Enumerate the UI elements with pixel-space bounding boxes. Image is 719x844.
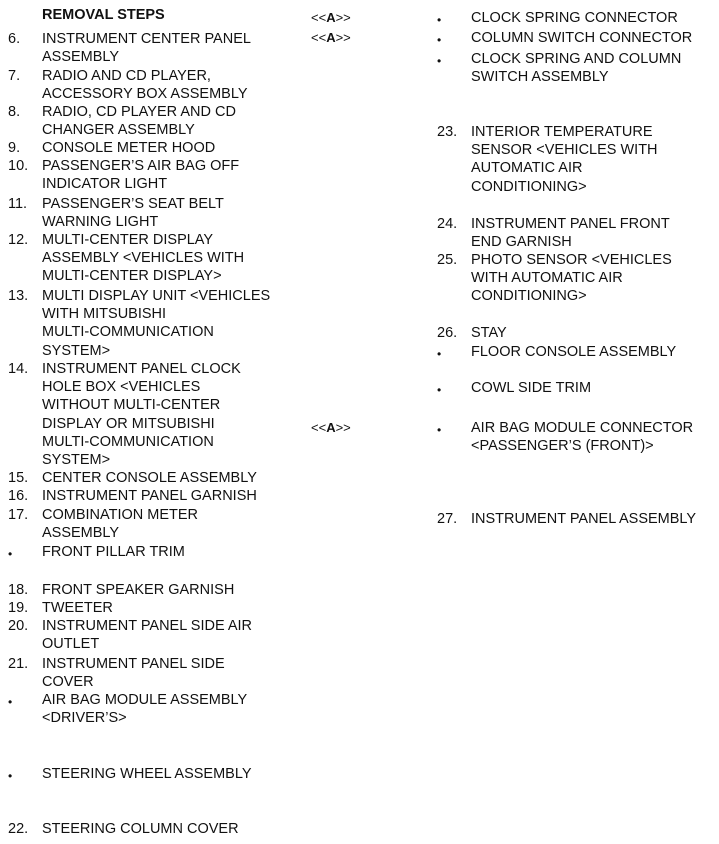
step-number: 14. xyxy=(8,361,29,377)
step-number: 18. xyxy=(8,582,29,598)
step-number: 17. xyxy=(8,507,29,523)
step-text-line: ASSEMBLY <VEHICLES WITH xyxy=(42,250,245,267)
step-number: 7. xyxy=(8,68,21,84)
step-text-line: WARNING LIGHT xyxy=(42,214,159,231)
step-text-line: INSTRUMENT PANEL SIDE xyxy=(42,656,225,672)
step-number: 12. xyxy=(8,232,29,248)
step-text-line: END GARNISH xyxy=(471,234,572,251)
step-text-line: SYSTEM> xyxy=(42,452,111,468)
step-text-line: MULTI-COMMUNICATION xyxy=(42,433,214,450)
step-text-line: CENTER CONSOLE ASSEMBLY xyxy=(42,470,257,486)
step-text-line: RADIO, CD PLAYER AND CD xyxy=(42,104,236,120)
step-text-line: AIR BAG MODULE ASSEMBLY xyxy=(42,692,248,708)
step-text-line: MULTI DISPLAY UNIT <VEHICLES xyxy=(42,288,271,304)
step-text-line: STEERING WHEEL ASSEMBLY xyxy=(42,766,252,782)
bullet-icon: • xyxy=(8,769,13,783)
step-text-line: COLUMN SWITCH CONNECTOR xyxy=(471,30,693,46)
bullet-icon: • xyxy=(8,695,13,709)
step-number: 26. xyxy=(437,325,458,341)
step-text-line: CLOCK SPRING AND COLUMN xyxy=(471,51,682,67)
step-text-line: INSTRUMENT PANEL ASSEMBLY xyxy=(471,511,697,527)
step-number: 24. xyxy=(437,216,458,232)
step-number: 11. xyxy=(8,196,28,212)
step-text-line: INSTRUMENT CENTER PANEL xyxy=(42,31,251,47)
step-number: 13. xyxy=(8,288,29,304)
bullet-icon: • xyxy=(437,347,442,361)
step-text-line: PASSENGER’S AIR BAG OFF xyxy=(42,158,240,174)
step-text-line: STAY xyxy=(471,325,507,341)
step-text-line: INDICATOR LIGHT xyxy=(42,176,168,193)
step-text-line: COWL SIDE TRIM xyxy=(471,380,592,396)
step-number: 20. xyxy=(8,618,29,634)
bullet-icon: • xyxy=(437,33,442,47)
step-text-line: HOLE BOX <VEHICLES xyxy=(42,379,201,396)
step-text-line: SWITCH ASSEMBLY xyxy=(471,69,609,86)
step-text-line: RADIO AND CD PLAYER, xyxy=(42,68,211,84)
step-text-line: FLOOR CONSOLE ASSEMBLY xyxy=(471,344,677,360)
bullet-icon: • xyxy=(8,547,13,561)
step-text-line: COVER xyxy=(42,674,94,691)
step-number: 22. xyxy=(8,821,29,837)
step-text-line: ASSEMBLY xyxy=(42,49,120,66)
step-text-line: CONDITIONING> xyxy=(471,178,587,195)
step-text-line: INSTRUMENT PANEL SIDE AIR xyxy=(42,618,253,634)
step-text-line: STEERING COLUMN COVER xyxy=(42,821,239,837)
step-number: 25. xyxy=(437,252,458,268)
step-text-line: TWEETER xyxy=(42,600,113,616)
step-text-line: CONSOLE METER HOOD xyxy=(42,140,216,156)
step-text-line: MULTI-CENTER DISPLAY xyxy=(42,232,214,248)
step-text-line: CLOCK SPRING CONNECTOR xyxy=(471,10,678,26)
removal-steps-heading: REMOVAL STEPS xyxy=(42,7,165,23)
step-text-line: WITH MITSUBISHI xyxy=(42,306,167,323)
step-text-line: ACCESSORY BOX ASSEMBLY xyxy=(42,86,248,103)
step-text-line: INSTRUMENT PANEL GARNISH xyxy=(42,488,257,504)
step-text-line: FRONT SPEAKER GARNISH xyxy=(42,582,235,598)
step-text-line: PHOTO SENSOR <VEHICLES xyxy=(471,252,672,268)
step-text-line: FRONT PILLAR TRIM xyxy=(42,544,185,560)
step-text-line: MULTI-CENTER DISPLAY> xyxy=(42,268,222,285)
step-text-line: INSTRUMENT PANEL FRONT xyxy=(471,216,670,232)
step-text-line: WITHOUT MULTI-CENTER xyxy=(42,397,221,414)
step-number: 9. xyxy=(8,140,21,156)
step-number: 21. xyxy=(8,656,29,672)
step-text-line: SENSOR <VEHICLES WITH xyxy=(471,142,658,159)
step-text-line: AIR BAG MODULE CONNECTOR xyxy=(471,420,694,436)
step-text-line: ASSEMBLY xyxy=(42,525,120,542)
step-text-line: DISPLAY OR MITSUBISHI xyxy=(42,415,215,432)
step-text-line: OUTLET xyxy=(42,636,100,653)
procedure-reference-a: <<A>> xyxy=(311,420,351,435)
step-text-line: INTERIOR TEMPERATURE xyxy=(471,124,653,140)
step-number: 23. xyxy=(437,124,458,140)
bullet-icon: • xyxy=(437,54,442,68)
step-number: 15. xyxy=(8,470,29,486)
bullet-icon: • xyxy=(437,13,442,27)
step-text-line: AUTOMATIC AIR xyxy=(471,160,583,177)
procedure-reference-a: <<A>> xyxy=(311,30,351,45)
procedure-reference-a: <<A>> xyxy=(311,10,351,25)
step-text-line: CHANGER ASSEMBLY xyxy=(42,122,195,139)
step-number: 8. xyxy=(8,104,21,120)
step-number: 10. xyxy=(8,158,29,174)
step-number: 19. xyxy=(8,600,29,616)
step-text-line: PASSENGER’S SEAT BELT xyxy=(42,196,224,212)
step-text-line: <PASSENGER’S (FRONT)> xyxy=(471,438,654,455)
bullet-icon: • xyxy=(437,383,442,397)
step-text-line: MULTI-COMMUNICATION xyxy=(42,324,214,341)
step-text-line: INSTRUMENT PANEL CLOCK xyxy=(42,361,241,377)
step-text-line: <DRIVER’S> xyxy=(42,710,127,727)
step-text-line: CONDITIONING> xyxy=(471,288,587,305)
step-number: 6. xyxy=(8,31,21,47)
step-number: 27. xyxy=(437,511,458,527)
bullet-icon: • xyxy=(437,423,442,437)
step-text-line: COMBINATION METER xyxy=(42,507,199,523)
step-number: 16. xyxy=(8,488,29,504)
step-text-line: SYSTEM> xyxy=(42,342,111,359)
step-text-line: WITH AUTOMATIC AIR xyxy=(471,270,623,287)
